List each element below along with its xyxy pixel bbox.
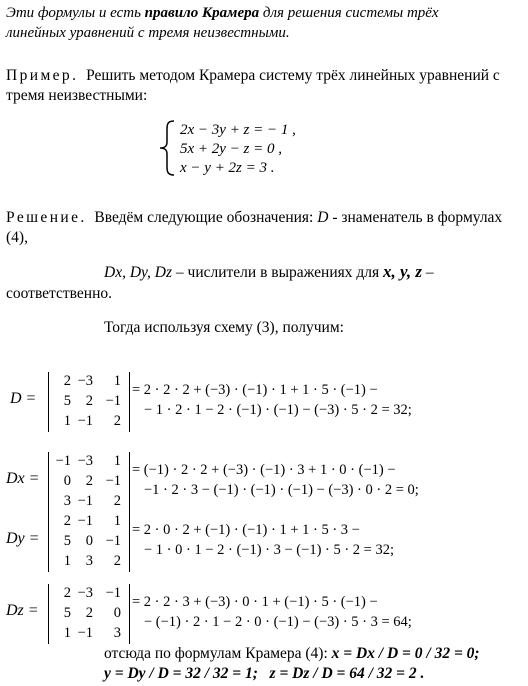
system-equation-3: x − y + 2z = 3 . [180, 160, 275, 176]
matrix-cell: 1 [63, 553, 71, 569]
matrix-cell: −3 [77, 453, 93, 469]
matrix-cell: 2 [85, 605, 93, 621]
conclusion-line-1 [104, 644, 480, 664]
matrix-cell: 1 [63, 413, 71, 429]
expansion-line-1: = (−1) · 2 · 2 + (−3) · (−1) · 3 + 1 · 0 · (−1) − [132, 462, 396, 478]
formula-y: y = Dy / D = 32 / 32 = 1; [104, 665, 258, 682]
system-equation-2: 5x + 2y − z = 0 , [180, 141, 283, 157]
matrix-cell: 2 [63, 373, 71, 389]
matrix-cell: 3 [85, 553, 93, 569]
intro-bold-term: правило Крамера [144, 5, 260, 21]
matrix-cell: −3 [77, 373, 93, 389]
numerators-vars: Dx, Dy, Dz [104, 264, 173, 281]
scheme-line: Тогда используя схему (3), получим: [104, 319, 344, 336]
expansion-line-2: − 1 · 0 · 1 − 2 · (−1) · 3 − (−1) · 5 · 2 = 32; [144, 542, 395, 558]
determinant-name: D = [10, 390, 37, 407]
determinant-matrix [48, 512, 130, 572]
expansion-line-1: = 2 · 2 · 2 + (−3) · (−1) · 1 + 1 · 5 · (−1) − [132, 382, 378, 398]
conclusion-line-2 [104, 664, 424, 684]
expansion-line-1: = 2 · 2 · 3 + (−3) · 0 · 1 + (−1) · 5 · (−1) − [132, 594, 378, 610]
solution-text: Введём следующие обозначения: [94, 209, 318, 226]
expansion-line-2: − 1 · 2 · 1 − 2 · (−1) · (−1) − (−3) · 5 · 2 = 32; [144, 402, 412, 418]
expansion-line-2: − (−1) · 2 · 1 − 2 · 0 · (−1) − (−3) · 5 · 3 = 64; [144, 614, 412, 630]
formula-x: x = Dx / D = 0 / 32 = 0; [331, 645, 480, 662]
intro-text-end: для решения системы трёх [259, 5, 439, 21]
determinant-name: Dz = [6, 602, 39, 619]
matrix-cell: 5 [63, 533, 71, 549]
system-equation-1: 2x − 3y + z = − 1 , [180, 122, 296, 138]
matrix-cell: 5 [63, 605, 71, 621]
determinant-matrix [48, 584, 130, 644]
numerators-text: – числители в выражениях для [172, 264, 383, 281]
determinant-matrix [48, 452, 130, 512]
matrix-cell: 1 [63, 625, 71, 641]
matrix-cell: 2 [63, 585, 71, 601]
example-label: Пример. [6, 67, 79, 84]
solution-text-end: - знаменатель в формулах [328, 209, 503, 226]
matrix-cell: 0 [63, 473, 71, 489]
example-line-1 [6, 66, 500, 86]
matrix-cell: −1 [105, 473, 121, 489]
expansion-line-2: −1 · 2 · 3 − (−1) · (−1) · (−1) − (−3) · 0 · 2 = 0; [144, 482, 419, 498]
curly-brace-icon [158, 120, 178, 176]
matrix-cell: 2 [63, 513, 71, 529]
matrix-cell: 0 [113, 605, 121, 621]
determinant-name: Dy = [6, 530, 40, 547]
example-text: Решить методом Крамера систему трёх линейных уравнений с [86, 67, 500, 84]
conclusion-text: отсюда по формулам Крамера (4): [104, 645, 332, 662]
matrix-cell: −1 [77, 625, 93, 641]
matrix-cell: −1 [77, 493, 93, 509]
matrix-cell: 2 [85, 473, 93, 489]
solution-label: Решение. [6, 209, 87, 226]
matrix-cell: −1 [105, 585, 121, 601]
matrix-cell: 2 [85, 393, 93, 409]
solution-var-d: D [317, 209, 329, 226]
numerators-dash: – [422, 264, 434, 281]
matrix-cell: 1 [113, 513, 121, 529]
determinant-matrix [48, 372, 130, 432]
matrix-cell: −3 [77, 585, 93, 601]
matrix-cell: 2 [113, 553, 121, 569]
matrix-cell: 5 [63, 393, 71, 409]
solution-line-2: (4), [6, 229, 28, 246]
intro-line-1 [6, 4, 439, 23]
matrix-cell: −1 [105, 533, 121, 549]
solution-line-1 [6, 208, 502, 228]
matrix-cell: −1 [77, 413, 93, 429]
formula-z: z = Dz / D = 64 / 32 = 2 . [269, 665, 425, 682]
determinant-name: Dx = [6, 470, 40, 487]
intro-text: Эти формулы и есть [6, 5, 145, 21]
matrix-cell: 2 [113, 493, 121, 509]
numerators-line [104, 262, 434, 283]
matrix-cell: −1 [55, 453, 71, 469]
matrix-cell: 1 [113, 453, 121, 469]
matrix-cell: 1 [113, 373, 121, 389]
expansion-line-1: = 2 · 0 · 2 + (−1) · (−1) · 1 + 1 · 5 · 3 − [132, 522, 360, 538]
xyz-vars: x, y, z [383, 262, 423, 281]
example-line-2: тремя неизвестными: [6, 87, 148, 104]
matrix-cell: −1 [77, 513, 93, 529]
matrix-cell: 3 [63, 493, 71, 509]
numerators-line-2: соответственно. [6, 285, 112, 302]
matrix-cell: 0 [85, 533, 93, 549]
intro-line-2: линейных уравнений с тремя неизвестными. [6, 25, 290, 41]
matrix-cell: −1 [105, 393, 121, 409]
matrix-cell: 2 [113, 413, 121, 429]
matrix-cell: 3 [113, 625, 121, 641]
